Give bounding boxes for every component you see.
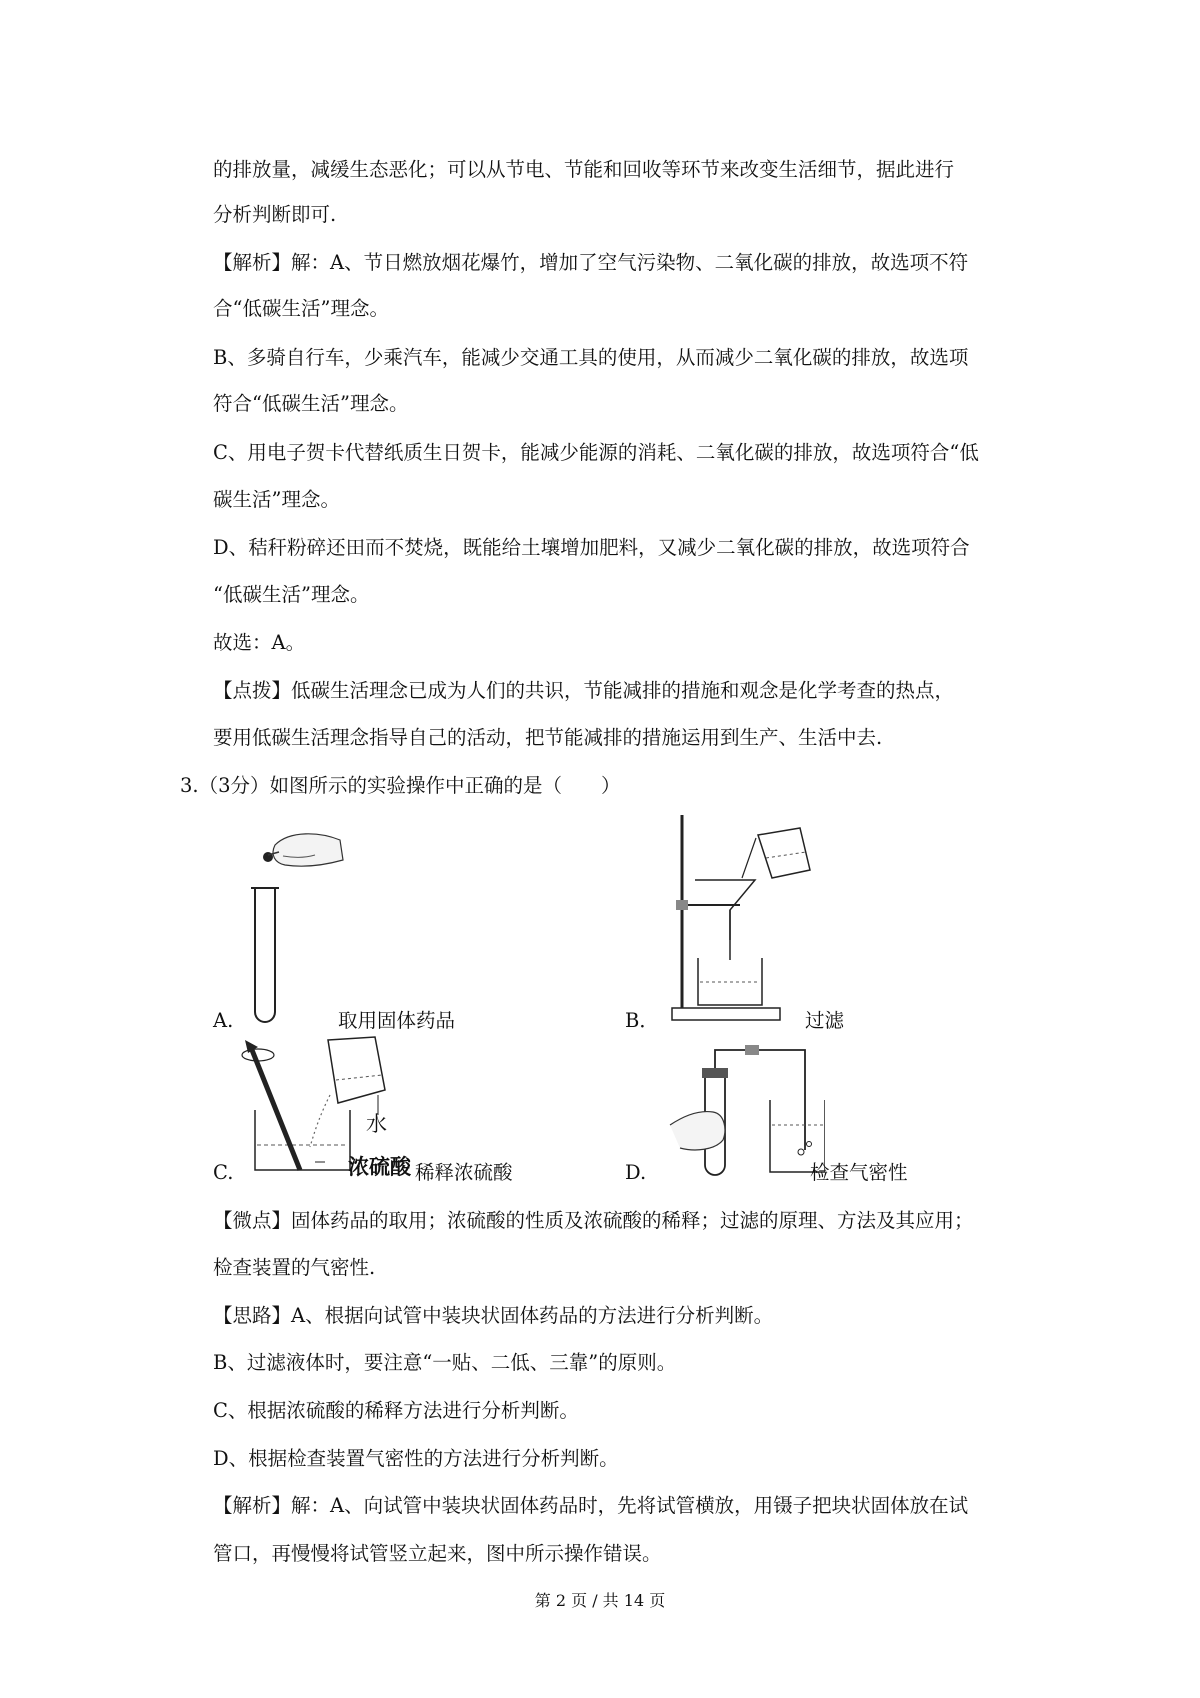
- text-line: 【解析】解：A、节日燃放烟花爆竹，增加了空气污染物、二氧化碳的排放，故选项不符: [213, 251, 969, 274]
- option-d-label: 检查气密性: [810, 1161, 908, 1184]
- option-d-letter: D.: [625, 1161, 647, 1184]
- text-line: C、根据浓硫酸的稀释方法进行分析判断。: [213, 1399, 579, 1422]
- text-line: 要用低碳生活理念指导自己的活动，把节能减排的措施运用到生产、生活中去.: [213, 726, 883, 749]
- option-b-label: 过滤: [805, 1009, 845, 1032]
- text-line: 符合“低碳生活”理念。: [213, 392, 409, 415]
- text-line: D、秸秆粉碎还田而不焚烧，既能给土壤增加肥料，又减少二氧化碳的排放，故选项符合: [213, 536, 970, 559]
- text-line: 【解析】解：A、向试管中装块状固体药品时，先将试管横放，用镊子把块状固体放在试: [213, 1494, 969, 1517]
- text-line: 【点拨】低碳生活理念已成为人们的共识，节能减排的措施和观念是化学考查的热点，: [213, 679, 955, 702]
- text-line: B、多骑自行车，少乘汽车，能减少交通工具的使用，从而减少二氧化碳的排放，故选项: [213, 346, 969, 369]
- option-b-letter: B．: [625, 1009, 659, 1032]
- text-line: 管口，再慢慢将试管竖立起来，图中所示操作错误。: [213, 1542, 662, 1565]
- figure-b-filtration: [660, 810, 840, 1030]
- option-c-label: 稀释浓硫酸: [415, 1161, 513, 1184]
- text-line: 合“低碳生活”理念。: [213, 297, 389, 320]
- text-line: 【思路】A、根据向试管中装块状固体药品的方法进行分析判断。: [213, 1304, 774, 1327]
- text-line: B、过滤液体时，要注意“一贴、二低、三靠”的原则。: [213, 1351, 677, 1374]
- option-c-letter: C.: [213, 1161, 234, 1184]
- text-line: 检查装置的气密性.: [213, 1256, 376, 1279]
- figure-a-solid-reagent: [235, 830, 345, 1030]
- figure-c-water-label: 水: [366, 1112, 387, 1136]
- text-line: C、用电子贺卡代替纸质生日贺卡，能减少能源的消耗、二氧化碳的排放，故选项符合“低: [213, 441, 979, 464]
- option-a-letter: A.: [213, 1009, 234, 1032]
- text-line: “低碳生活”理念。: [213, 583, 370, 606]
- figure-c-dilution: [240, 1035, 410, 1175]
- text-line: 碳生活”理念。: [213, 488, 340, 511]
- text-line: 的排放量，减缓生态恶化；可以从节电、节能和回收等环节来改变生活细节，据此进行: [213, 158, 955, 181]
- text-line: D、根据检查装置气密性的方法进行分析判断。: [213, 1447, 619, 1470]
- option-a-label: 取用固体药品: [338, 1009, 456, 1032]
- text-line: 故选：A。: [213, 631, 306, 654]
- page-footer: 第 2 页 / 共 14 页: [534, 1591, 666, 1610]
- text-line: 【微点】固体药品的取用；浓硫酸的性质及浓硫酸的稀释；过滤的原理、方法及其应用；: [213, 1209, 974, 1232]
- question-stem: 3.（3分）如图所示的实验操作中正确的是（ ）: [180, 774, 621, 797]
- text-line: 分析判断即可.: [213, 203, 337, 226]
- figure-d-airtightness: [665, 1040, 825, 1180]
- figure-c-acid-label: 浓硫酸: [348, 1155, 411, 1179]
